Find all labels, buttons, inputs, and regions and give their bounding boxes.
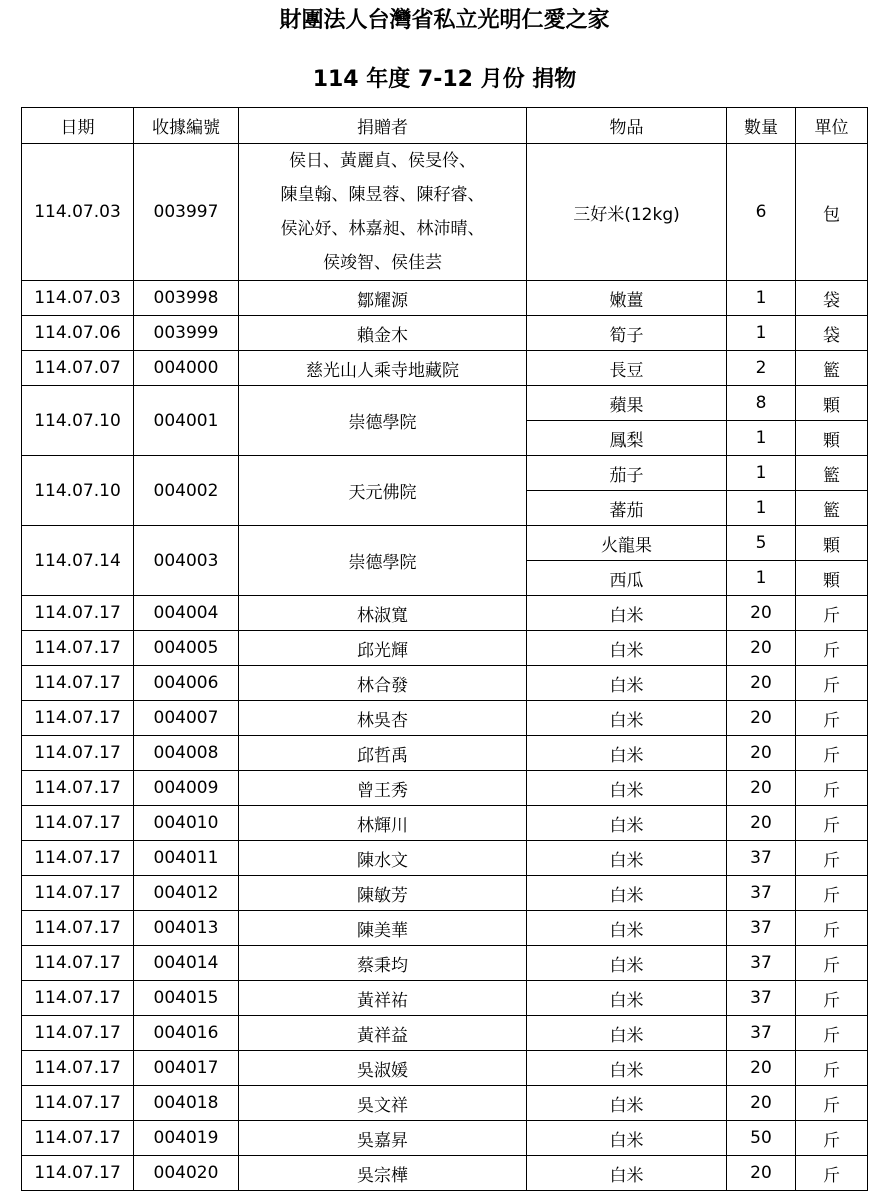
- donor-name: 林淑寬: [239, 596, 527, 631]
- item-unit: 顆: [796, 526, 868, 561]
- donation-date: 114.07.07: [22, 351, 134, 386]
- table-row: [22, 876, 868, 911]
- item-name: 茄子: [527, 456, 727, 491]
- table-row: [22, 1051, 868, 1086]
- item-name: 火龍果: [527, 526, 727, 561]
- item-quantity: 50: [727, 1121, 796, 1156]
- item-name: 白米: [527, 946, 727, 981]
- receipt-number: 004010: [134, 806, 239, 841]
- item-name: 白米: [527, 701, 727, 736]
- table-row: [22, 841, 868, 876]
- donor-name: 崇德學院: [239, 386, 527, 456]
- receipt-number: 004008: [134, 736, 239, 771]
- item-unit: 斤: [796, 1156, 868, 1191]
- receipt-number: 004012: [134, 876, 239, 911]
- donor-name: 吳宗樺: [239, 1156, 527, 1191]
- donor-name: 邱光輝: [239, 631, 527, 666]
- item-unit: 斤: [796, 1016, 868, 1051]
- item-quantity: 20: [727, 666, 796, 701]
- item-unit: 斤: [796, 736, 868, 771]
- item-name: 蕃茄: [527, 491, 727, 526]
- item-name: 白米: [527, 876, 727, 911]
- item-quantity: 37: [727, 1016, 796, 1051]
- item-name: 白米: [527, 911, 727, 946]
- item-unit: 袋: [796, 316, 868, 351]
- item-unit: 顆: [796, 421, 868, 456]
- item-unit: 斤: [796, 841, 868, 876]
- donor-line: 侯沁妤、林嘉昶、林沛晴、: [280, 219, 485, 239]
- item-name: 白米: [527, 1016, 727, 1051]
- receipt-number: 003997: [134, 144, 239, 281]
- donor-name: 吳文祥: [239, 1086, 527, 1121]
- donation-date: 114.07.17: [22, 876, 134, 911]
- item-unit: 斤: [796, 911, 868, 946]
- donor-name: 陳美華: [239, 911, 527, 946]
- item-name: 白米: [527, 1121, 727, 1156]
- item-quantity: 37: [727, 911, 796, 946]
- item-quantity: 8: [727, 386, 796, 421]
- table-header-row: [22, 108, 868, 144]
- item-quantity: 20: [727, 736, 796, 771]
- item-unit: 斤: [796, 701, 868, 736]
- donation-date: 114.07.17: [22, 841, 134, 876]
- org-title: 財團法人台灣省私立光明仁愛之家: [279, 8, 610, 33]
- table-row: [22, 1016, 868, 1051]
- item-unit: 籃: [796, 491, 868, 526]
- item-unit: 斤: [796, 876, 868, 911]
- donor-line: 侯竣智、侯佳芸: [323, 253, 442, 273]
- item-quantity: 1: [727, 456, 796, 491]
- item-name: 白米: [527, 806, 727, 841]
- table-row: [22, 351, 868, 386]
- donor-name: 林吳杏: [239, 701, 527, 736]
- donation-date: 114.07.17: [22, 1086, 134, 1121]
- donation-date: 114.07.17: [22, 946, 134, 981]
- table-row: [22, 736, 868, 771]
- donor-name: 陳水文: [239, 841, 527, 876]
- table-row: [22, 981, 868, 1016]
- item-quantity: 2: [727, 351, 796, 386]
- item-quantity: 20: [727, 596, 796, 631]
- item-quantity: 37: [727, 981, 796, 1016]
- receipt-number: 004013: [134, 911, 239, 946]
- receipt-number: 004014: [134, 946, 239, 981]
- donor-name: 蔡秉均: [239, 946, 527, 981]
- table-row: [22, 526, 868, 561]
- donor-name: 陳敏芳: [239, 876, 527, 911]
- donor-line: 侯日、黃麗貞、侯旻伶、: [289, 151, 476, 171]
- item-name: 三好米(12kg): [527, 144, 727, 281]
- item-unit: 顆: [796, 561, 868, 596]
- column-header-date: 日期: [22, 108, 134, 144]
- item-quantity: 37: [727, 841, 796, 876]
- donation-date: 114.07.10: [22, 456, 134, 526]
- item-name: 筍子: [527, 316, 727, 351]
- item-quantity: 20: [727, 1086, 796, 1121]
- table-row: [22, 1086, 868, 1121]
- table-row: [22, 596, 868, 631]
- item-unit: 斤: [796, 981, 868, 1016]
- donation-date: 114.07.17: [22, 666, 134, 701]
- table-row: [22, 316, 868, 351]
- item-unit: 籃: [796, 351, 868, 386]
- item-unit: 斤: [796, 631, 868, 666]
- item-name: 白米: [527, 596, 727, 631]
- item-name: 白米: [527, 981, 727, 1016]
- item-name: 嫩薑: [527, 281, 727, 316]
- receipt-number: 004005: [134, 631, 239, 666]
- donation-date: 114.07.10: [22, 386, 134, 456]
- receipt-number: 004015: [134, 981, 239, 1016]
- item-name: 白米: [527, 1156, 727, 1191]
- donation-date: 114.07.17: [22, 806, 134, 841]
- item-name: 長豆: [527, 351, 727, 386]
- item-quantity: 1: [727, 561, 796, 596]
- donor-name: 黃祥祐: [239, 981, 527, 1016]
- receipt-number: 004016: [134, 1016, 239, 1051]
- column-header-quantity: 數量: [727, 108, 796, 144]
- item-name: 白米: [527, 1086, 727, 1121]
- item-name: 白米: [527, 666, 727, 701]
- item-unit: 斤: [796, 946, 868, 981]
- item-quantity: 1: [727, 491, 796, 526]
- item-quantity: 37: [727, 946, 796, 981]
- receipt-number: 004009: [134, 771, 239, 806]
- item-quantity: 20: [727, 806, 796, 841]
- donation-date: 114.07.17: [22, 596, 134, 631]
- column-header-donor: 捐贈者: [239, 108, 527, 144]
- donation-date: 114.07.17: [22, 771, 134, 806]
- item-quantity: 1: [727, 281, 796, 316]
- receipt-number: 004006: [134, 666, 239, 701]
- item-name: 鳳梨: [527, 421, 727, 456]
- table-row: [22, 806, 868, 841]
- column-header-unit: 單位: [796, 108, 868, 144]
- donation-date: 114.07.03: [22, 281, 134, 316]
- receipt-number: 003999: [134, 316, 239, 351]
- donations-table: [21, 107, 868, 1191]
- item-unit: 顆: [796, 386, 868, 421]
- table-row: [22, 456, 868, 491]
- item-unit: 斤: [796, 666, 868, 701]
- donation-date: 114.07.17: [22, 631, 134, 666]
- donation-date: 114.07.17: [22, 981, 134, 1016]
- table-row: [22, 771, 868, 806]
- receipt-number: 004019: [134, 1121, 239, 1156]
- donor-name: 吳嘉昇: [239, 1121, 527, 1156]
- item-unit: 斤: [796, 1086, 868, 1121]
- item-name: 白米: [527, 1051, 727, 1086]
- table-row: [22, 946, 868, 981]
- table-row: [22, 701, 868, 736]
- receipt-number: 004003: [134, 526, 239, 596]
- donor-name: 林合發: [239, 666, 527, 701]
- donation-date: 114.07.17: [22, 701, 134, 736]
- table-row: [22, 666, 868, 701]
- column-header-receipt: 收據編號: [134, 108, 239, 144]
- column-header-item: 物品: [527, 108, 727, 144]
- receipt-number: 004007: [134, 701, 239, 736]
- donation-date: 114.07.14: [22, 526, 134, 596]
- item-quantity: 20: [727, 1156, 796, 1191]
- item-name: 西瓜: [527, 561, 727, 596]
- item-name: 白米: [527, 841, 727, 876]
- receipt-number: 004017: [134, 1051, 239, 1086]
- item-quantity: 6: [727, 144, 796, 281]
- item-name: 白米: [527, 736, 727, 771]
- receipt-number: 003998: [134, 281, 239, 316]
- item-unit: 斤: [796, 771, 868, 806]
- receipt-number: 004018: [134, 1086, 239, 1121]
- table-row: [22, 1121, 868, 1156]
- donation-date: 114.07.17: [22, 1156, 134, 1191]
- donation-date: 114.07.17: [22, 736, 134, 771]
- donor-name: 天元佛院: [239, 456, 527, 526]
- donor-names: [239, 144, 527, 281]
- donation-date: 114.07.17: [22, 1121, 134, 1156]
- page-subtitle: 114 年度 7-12 月份 捐物: [312, 67, 577, 92]
- donor-name: 曾王秀: [239, 771, 527, 806]
- donor-name: 慈光山人乘寺地藏院: [239, 351, 527, 386]
- item-unit: 斤: [796, 806, 868, 841]
- receipt-number: 004011: [134, 841, 239, 876]
- donation-date: 114.07.17: [22, 1051, 134, 1086]
- donor-name: 林輝川: [239, 806, 527, 841]
- receipt-number: 004002: [134, 456, 239, 526]
- donor-name: 黃祥益: [239, 1016, 527, 1051]
- item-quantity: 20: [727, 631, 796, 666]
- item-quantity: 20: [727, 701, 796, 736]
- donation-date: 114.07.03: [22, 144, 134, 281]
- donor-line: 陳皇翰、陳昱蓉、陳秄睿、: [280, 185, 485, 205]
- table-row: [22, 631, 868, 666]
- item-name: 白米: [527, 631, 727, 666]
- item-unit: 袋: [796, 281, 868, 316]
- donation-date: 114.07.06: [22, 316, 134, 351]
- item-name: 白米: [527, 771, 727, 806]
- table-body: [22, 144, 868, 1191]
- item-unit: 斤: [796, 1121, 868, 1156]
- receipt-number: 004000: [134, 351, 239, 386]
- item-unit: 包: [796, 144, 868, 281]
- donor-name: 賴金木: [239, 316, 527, 351]
- item-quantity: 5: [727, 526, 796, 561]
- donor-name: 邱哲禹: [239, 736, 527, 771]
- donation-date: 114.07.17: [22, 911, 134, 946]
- donation-date: 114.07.17: [22, 1016, 134, 1051]
- table-row: [22, 281, 868, 316]
- item-name: 蘋果: [527, 386, 727, 421]
- donor-name: 鄒耀源: [239, 281, 527, 316]
- item-unit: 籃: [796, 456, 868, 491]
- item-quantity: 20: [727, 771, 796, 806]
- item-quantity: 1: [727, 316, 796, 351]
- receipt-number: 004004: [134, 596, 239, 631]
- item-unit: 斤: [796, 1051, 868, 1086]
- item-quantity: 37: [727, 876, 796, 911]
- table-row: [22, 1156, 868, 1191]
- table-row: [22, 911, 868, 946]
- receipt-number: 004001: [134, 386, 239, 456]
- item-quantity: 1: [727, 421, 796, 456]
- donor-name: 吳淑媛: [239, 1051, 527, 1086]
- item-quantity: 20: [727, 1051, 796, 1086]
- table-row: [22, 144, 868, 281]
- receipt-number: 004020: [134, 1156, 239, 1191]
- table-row: [22, 386, 868, 421]
- donor-name: 崇德學院: [239, 526, 527, 596]
- item-unit: 斤: [796, 596, 868, 631]
